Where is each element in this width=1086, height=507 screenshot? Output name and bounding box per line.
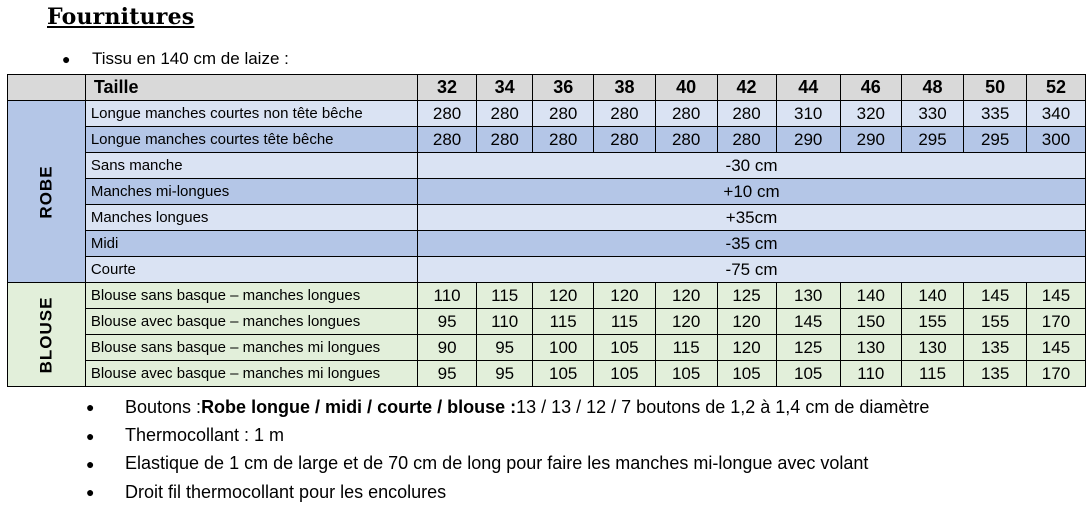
quantity-cell: 120: [594, 283, 656, 309]
quantity-cell: 170: [1026, 309, 1085, 335]
bullet-icon: ●: [86, 484, 95, 501]
quantity-cell: 300: [1026, 127, 1085, 153]
size-header-cell: 42: [717, 75, 776, 101]
group-label-blouse: [8, 283, 86, 387]
quantity-cell: 105: [776, 361, 840, 387]
row-label: Sans manche: [85, 153, 417, 179]
size-header-cell: 50: [964, 75, 1027, 101]
quantity-cell: 280: [533, 101, 594, 127]
table-row: [8, 179, 1086, 205]
size-header-cell: 44: [776, 75, 840, 101]
quantity-cell: 145: [776, 309, 840, 335]
size-header-cell: 52: [1026, 75, 1085, 101]
quantity-cell: 115: [594, 309, 656, 335]
quantity-cell: 280: [594, 101, 656, 127]
bullet-icon: ●: [62, 51, 71, 67]
adjustment-cell: +10 cm: [418, 179, 1086, 205]
quantity-cell: 95: [477, 361, 533, 387]
adjustment-cell: -30 cm: [418, 153, 1086, 179]
size-header-label: Taille: [85, 75, 417, 101]
fabric-intro: [62, 49, 289, 69]
size-header-cell: 36: [533, 75, 594, 101]
quantity-cell: 145: [964, 283, 1027, 309]
table-row: [8, 361, 1086, 387]
quantity-cell: 105: [594, 361, 656, 387]
page-title: Fournitures: [47, 4, 195, 30]
quantity-cell: 280: [655, 127, 717, 153]
table-row: [8, 283, 1086, 309]
quantity-cell: 90: [418, 335, 477, 361]
row-label: Courte: [85, 257, 417, 283]
quantity-cell: 280: [533, 127, 594, 153]
quantity-cell: 145: [1026, 335, 1085, 361]
supply-item: [86, 450, 929, 478]
quantity-cell: 310: [776, 101, 840, 127]
row-label: Blouse avec basque – manches longues: [85, 309, 417, 335]
size-header-cell: 40: [655, 75, 717, 101]
supplies-list: [86, 393, 929, 507]
row-label: Blouse sans basque – manches longues: [85, 283, 417, 309]
quantity-cell: 120: [655, 309, 717, 335]
row-label: Midi: [85, 231, 417, 257]
quantity-cell: 295: [901, 127, 964, 153]
supply-text-suffix: 13 / 13 / 12 / 7 boutons de 1,2 à 1,4 cm de diamètre: [516, 396, 930, 417]
row-label: Manches longues: [85, 205, 417, 231]
quantity-cell: 105: [533, 361, 594, 387]
quantity-cell: 105: [655, 361, 717, 387]
quantity-cell: 335: [964, 101, 1027, 127]
quantity-cell: 130: [901, 335, 964, 361]
quantity-cell: 330: [901, 101, 964, 127]
supply-text: Thermocollant : 1 m: [125, 425, 285, 446]
quantity-cell: 120: [717, 309, 776, 335]
quantity-cell: 120: [655, 283, 717, 309]
group-label-text: ROBE: [36, 164, 56, 219]
quantity-cell: 290: [840, 127, 901, 153]
quantity-cell: 120: [717, 335, 776, 361]
table-row: [8, 153, 1086, 179]
adjustment-cell: +35cm: [418, 205, 1086, 231]
header-corner-cell: [8, 75, 86, 101]
supply-text: Droit fil thermocollant pour les encolures: [125, 481, 447, 502]
supply-item: [86, 393, 929, 421]
quantity-cell: 145: [1026, 283, 1085, 309]
quantity-cell: 110: [418, 283, 477, 309]
row-label: Longue manches courtes non tête bêche: [85, 101, 417, 127]
quantity-cell: 130: [840, 335, 901, 361]
quantity-cell: 295: [964, 127, 1027, 153]
supply-item: [86, 421, 929, 449]
quantity-cell: 95: [477, 335, 533, 361]
bullet-icon: ●: [86, 427, 95, 444]
quantity-cell: 320: [840, 101, 901, 127]
supply-text: Boutons :: [125, 396, 202, 417]
quantity-cell: 135: [964, 335, 1027, 361]
quantity-cell: 340: [1026, 101, 1085, 127]
fabric-intro-text: Tissu en 140 cm de laize :: [92, 49, 289, 68]
table-row: [8, 205, 1086, 231]
fabric-size-table: [7, 74, 1086, 387]
table-row: [8, 257, 1086, 283]
adjustment-cell: -35 cm: [418, 231, 1086, 257]
quantity-cell: 95: [418, 309, 477, 335]
quantity-cell: 115: [655, 335, 717, 361]
quantity-cell: 280: [717, 127, 776, 153]
quantity-cell: 115: [477, 283, 533, 309]
row-label: Blouse sans basque – manches mi longues: [85, 335, 417, 361]
quantity-cell: 95: [418, 361, 477, 387]
adjustment-cell: -75 cm: [418, 257, 1086, 283]
size-header-cell: 38: [594, 75, 656, 101]
quantity-cell: 115: [533, 309, 594, 335]
quantity-cell: 280: [477, 101, 533, 127]
table-row: [8, 127, 1086, 153]
quantity-cell: 280: [477, 127, 533, 153]
quantity-cell: 140: [901, 283, 964, 309]
quantity-cell: 290: [776, 127, 840, 153]
quantity-cell: 110: [477, 309, 533, 335]
table-row: [8, 101, 1086, 127]
bullet-icon: ●: [86, 455, 95, 472]
bullet-icon: ●: [86, 399, 95, 416]
supply-text: Elastique de 1 cm de large et de 70 cm de long pour faire les manches mi-longue avec volant: [125, 453, 869, 474]
quantity-cell: 155: [901, 309, 964, 335]
quantity-cell: 170: [1026, 361, 1085, 387]
size-header-cell: 32: [418, 75, 477, 101]
quantity-cell: 280: [717, 101, 776, 127]
row-label: Blouse avec basque – manches mi longues: [85, 361, 417, 387]
quantity-cell: 120: [533, 283, 594, 309]
quantity-cell: 150: [840, 309, 901, 335]
quantity-cell: 155: [964, 309, 1027, 335]
quantity-cell: 115: [901, 361, 964, 387]
quantity-cell: 280: [594, 127, 656, 153]
quantity-cell: 110: [840, 361, 901, 387]
quantity-cell: 280: [418, 101, 477, 127]
quantity-cell: 105: [594, 335, 656, 361]
quantity-cell: 100: [533, 335, 594, 361]
quantity-cell: 125: [717, 283, 776, 309]
row-label: Longue manches courtes tête bêche: [85, 127, 417, 153]
size-header-cell: 34: [477, 75, 533, 101]
row-label: Manches mi-longues: [85, 179, 417, 205]
table-row: [8, 309, 1086, 335]
quantity-cell: 125: [776, 335, 840, 361]
quantity-cell: 130: [776, 283, 840, 309]
table-row: [8, 231, 1086, 257]
supply-text-bold: Robe longue / midi / courte / blouse :: [201, 396, 517, 417]
quantity-cell: 135: [964, 361, 1027, 387]
supply-item: [86, 478, 929, 506]
table-header-row: [8, 75, 1086, 101]
quantity-cell: 105: [717, 361, 776, 387]
group-label-robe: [8, 101, 86, 283]
table-row: [8, 335, 1086, 361]
size-header-cell: 46: [840, 75, 901, 101]
quantity-cell: 280: [655, 101, 717, 127]
quantity-cell: 280: [418, 127, 477, 153]
group-label-text: BLOUSE: [36, 296, 56, 373]
quantity-cell: 140: [840, 283, 901, 309]
size-header-cell: 48: [901, 75, 964, 101]
